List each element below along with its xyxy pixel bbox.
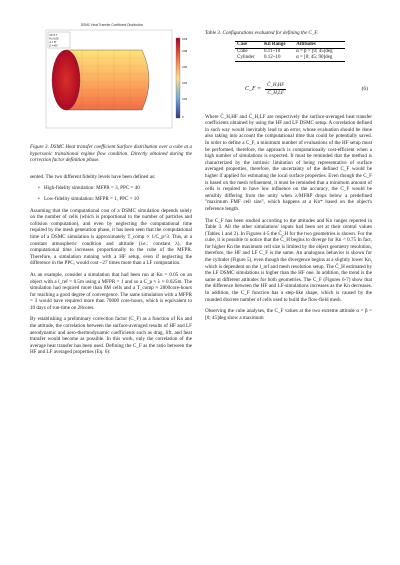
- paragraph: Assuming that the computational cost of a DSMC simulation depends solely on the number of cells (which is proportional to the number of particles and collision computation), and even by neglecting the computational time required by the mesh generation phase, it has been seen that the computational time of a DSMC simulation is approximately T_comp ∝ 1/C_p^3. This, at a constant atmospheric condition and altitude (i.e.: constant λ), the computational time increases proportionally to the cube of the MFPR. Therefore, a simulation running with a HF setup, even if neglecting the difference in the PPC, would cost ~27 times more than a LF computation.: [30, 207, 192, 267]
- colorbar-tick: 0.02: [182, 98, 188, 101]
- colorbar: [176, 38, 180, 118]
- paragraph: Observing the cube analyses, the C_F values at the two extreme attitude α = β = [0; 45]deg show a maximum: [205, 308, 372, 321]
- table-caption: Table 3. Configurations evaluated for defining the C_F.: [205, 30, 319, 36]
- table-cell: α = β = [0; 45]deg: [296, 48, 333, 54]
- table-cell: Cylinder: [237, 54, 255, 60]
- equation-6: [205, 82, 372, 104]
- legend-line-2: Kn 0.05: [49, 37, 59, 41]
- legend-line-4: β = 45°: [49, 44, 58, 48]
- legend-line-1: Ch 5.7: [49, 34, 58, 37]
- paragraph: The C_F has been studied according to the attitudes and Kn ranges reported in Table 3. All the other simulations' inputs had been set at their central values (Tables 1 and 2). In Figures 4-5 the C̄_H for the two geometries is shown. For the cube, it is possible to notice that the C̄_H begins to diverge for Kn < 0.75 In fact, for higher Kn the maximum cell size is limited by the object geometry resolution, therefore, the HF and LF C_F is the same. An analogous behavior is shown for the cylinder (Figure 5), even though the divergence begins at a slightly lower Kn, which is dependent on the l_ref and mesh resolution setup. The C̄_H estimated by the LF DSMC simulations is higher than the HF one. In addition, the trend is the same at different attitudes for both geometries. The C_F (Figures 6-7) show that the difference between the HF and LF-simulations increases as the Kn decreases. In addition, the C_F function has a step-like shape, which is caused by the rounded discrete number of cells used to build the flow-field mesh.: [205, 217, 372, 303]
- configurations-table: [235, 41, 345, 62]
- colorbar-tick: 0.06: [182, 66, 188, 69]
- table-header: Case: [237, 41, 248, 47]
- colorbar-tick: 0.04: [182, 82, 188, 85]
- paragraph: Where C̄_H,HF and C̄_H,LF are respectively the surface-averaged heat transfer coefficients obtained by using the HF and LF DSMC setup. A correlation defined in such way would inevitably lead to an error, whose evaluation should be done also taking into account the computational time that could be potentially saved. In order to define a C_F, a minimum number of evaluations of the HF setup must be performed, therefore, the approach is computationally cost-efficient when a high number of simulations is expected. It must be reminded that the method is characterized by the intrinsic limitation of being representative of surface averaged properties, therefore, the uncertainty of the defined C_F would be higher if applied for estimating the local surface properties. Even though the C_F is based on the mesh refinement, it must be reminded that a minimum amount of cells is required to have low influence on the accuracy, the C_F would be sensibly differing from the unity when λ/MFRP drops below a predefined "maximum FMF cell size", which happens at a Kn* based on the object's reference length.: [205, 113, 372, 212]
- figure-3: [32, 18, 192, 138]
- left-column: [30, 18, 192, 361]
- table-cell: Cube: [237, 48, 248, 54]
- list-item: • High-fidelity simulation: MFPR = 3, PPC = 40: [38, 185, 192, 192]
- figure-caption: Figure 3. DSMC Heat transfer coefficient Surface distribution over a cube at a hypersonic transitional regime flow condition. Directly obtained during the correction factor definition phase.: [30, 144, 192, 164]
- equation-numerator: C̄_H,HF: [267, 82, 285, 88]
- table-cell: 0.12~10: [264, 54, 281, 60]
- table-header: Kn Range: [264, 41, 286, 47]
- figure-title: DSMC Heat Transfer Coefficient Distribution: [80, 23, 144, 27]
- front-face: [52, 50, 80, 110]
- equation-denominator: C̄_H,LF: [267, 90, 284, 96]
- table-header: Attitudes: [296, 41, 316, 47]
- table-header-row: [235, 41, 345, 48]
- colorbar-tick: 0.08: [182, 50, 188, 53]
- list-item: • Low-fidelity simulation: MFPR = 1, PPC = 10: [38, 196, 192, 203]
- paragraph: By establishing a preliminary correction factor (C_F) as a function of Kn and the attitude, the correlation between the surface-averaged results of HF and LF aerodynamic and aero-thermodynamic coefficients such as drag, lift, and heat transfer would become as possible. In this work, only the correlation of the average heat transfer has been used. Defining the C_F as the ratio between the HF and LF averaged properties (Eq. 6):: [30, 316, 192, 356]
- equation-fraction: [265, 82, 286, 97]
- paragraph: As an example, consider a simulation that had been run at Kn = 0.05 on an object with a l_ref = 0.5m using a MFPR = 1 and so a C_p ≈ λ ≈ 0.025m. The simulation had required more than 8M cells and a T_comp ≈ 2800core-hours for reaching a good degree of convergence. The same simulation with a MFPR = 3 would have required more than 70000 core-hours, which is equivalent to 10 days of run-time on 28cores.: [30, 271, 192, 311]
- table-cell: 0.11~10: [264, 48, 281, 54]
- table-row: [235, 55, 345, 62]
- colorbar-tick: 0.09: [182, 38, 188, 41]
- equation-lhs: C_F =: [245, 85, 262, 92]
- equation-number: (6): [361, 85, 368, 92]
- right-column: [205, 30, 372, 326]
- figure-plot: [32, 18, 192, 138]
- paragraph: sented. The two different fidelity levels have been defined as:: [30, 173, 156, 180]
- table-cell: α = [0; 45; 90]deg: [296, 54, 333, 60]
- colorbar-tick: 0: [182, 116, 184, 119]
- fidelity-list: [38, 185, 192, 202]
- legend-line-3: α = 8°: [49, 41, 57, 44]
